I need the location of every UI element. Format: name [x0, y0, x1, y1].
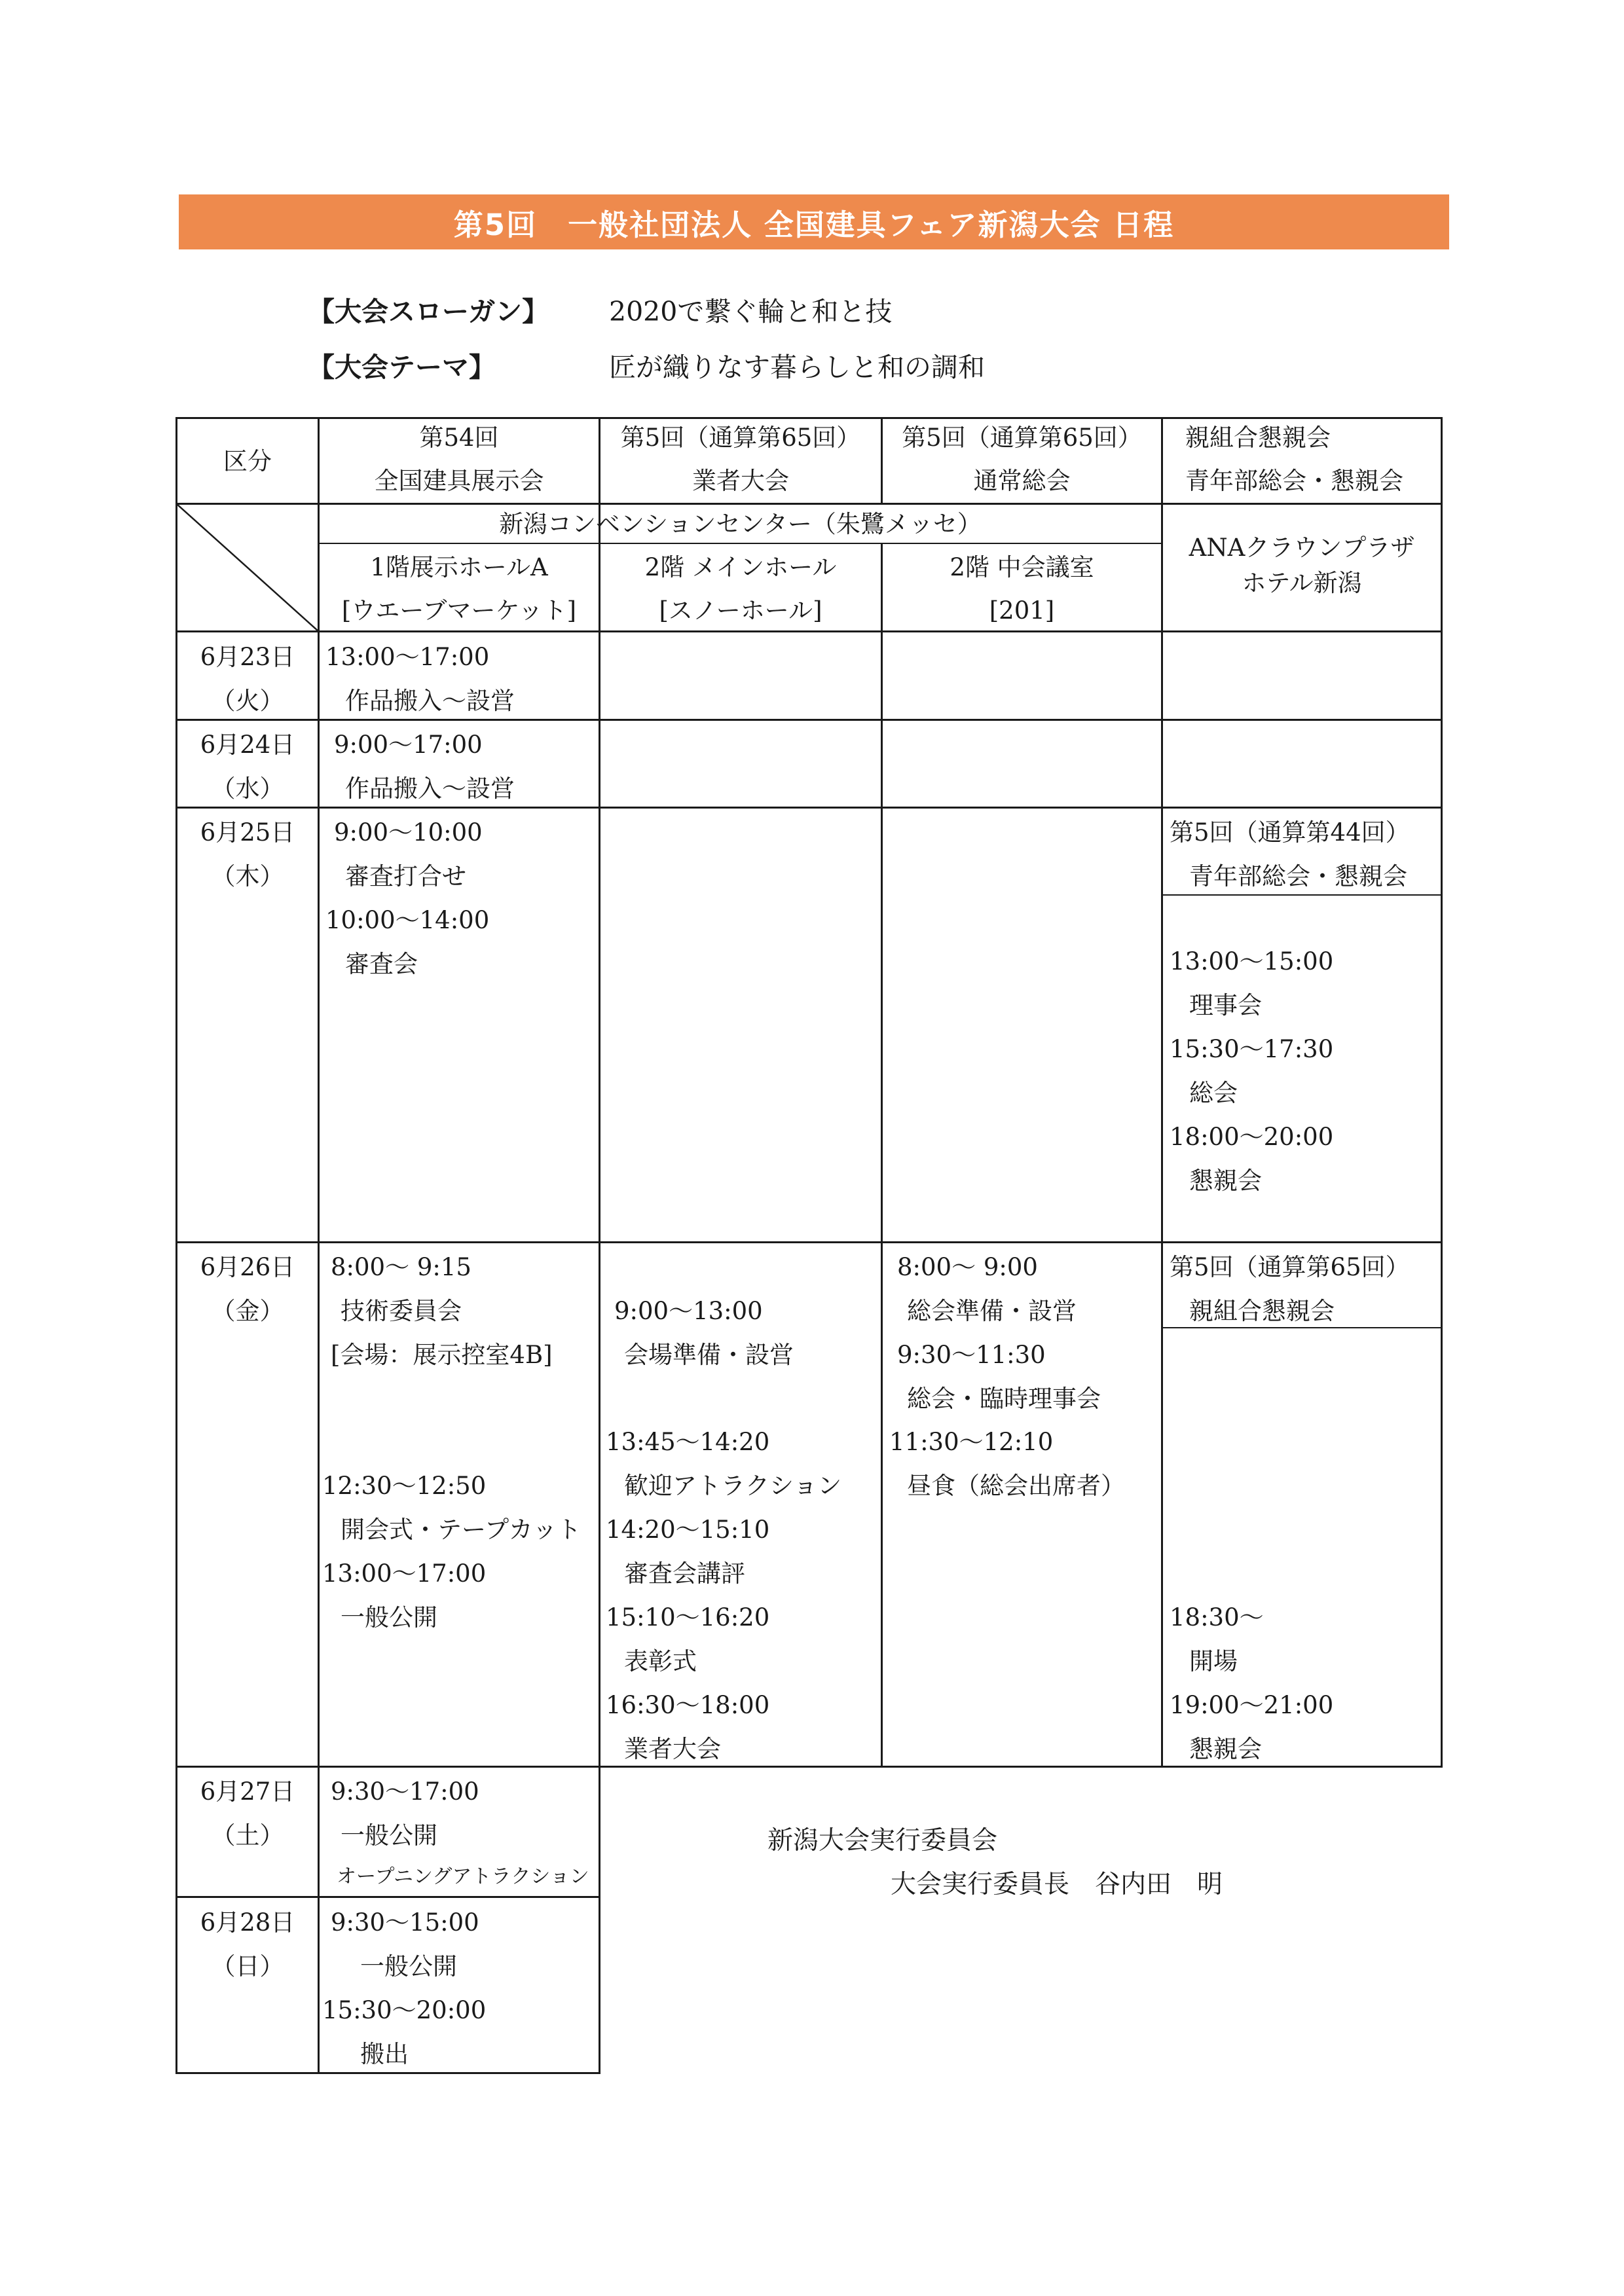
schedule-event: 懇親会	[1189, 1735, 1262, 1763]
table-border-right	[1441, 417, 1443, 1768]
schedule-time: 15:10～16:20	[606, 1603, 770, 1631]
theme-label: 【大会テーマ】	[308, 352, 496, 383]
schedule-time: 9:00～17:00	[334, 731, 483, 759]
header-col1-line1: 第54回	[419, 424, 499, 452]
schedule-time: 9:00～10:00	[334, 818, 483, 847]
day-date: 6月28日	[200, 1908, 295, 1937]
committee-chair: 大会実行委員長 谷内田 明	[891, 1870, 1223, 1899]
header-col1-line2: 全国建具展示会	[374, 467, 544, 495]
schedule-event: 技術委員会	[341, 1297, 462, 1325]
table-line	[175, 807, 1443, 809]
schedule-time: 14:20～15:10	[606, 1516, 770, 1544]
schedule-time: 13:00～17:00	[322, 1559, 487, 1588]
schedule-event: 一般公開	[341, 1821, 437, 1850]
table-line	[1163, 1327, 1443, 1328]
table-line	[320, 543, 1161, 544]
table-line	[1161, 417, 1163, 1768]
schedule-time: 16:30～18:00	[606, 1691, 770, 1719]
col4-section-subtitle: 青年部総会・懇親会	[1189, 862, 1407, 890]
schedule-time: 12:30～12:50	[322, 1472, 487, 1500]
schedule-event: 歓迎アトラクション	[624, 1472, 842, 1500]
venue-col1-line1: 1階展示ホールA	[370, 553, 548, 581]
venue-col3-line2: [201]	[989, 596, 1055, 625]
header-col4-line1: 親組合懇親会	[1185, 424, 1331, 452]
schedule-event: 昼食（総会出席者）	[907, 1472, 1125, 1500]
schedule-event: 開会式・テープカット	[341, 1516, 581, 1544]
schedule-event: 総会準備・設営	[907, 1297, 1077, 1325]
day-date: 6月25日	[200, 818, 295, 847]
header-col4-line2: 青年部総会・懇親会	[1185, 467, 1403, 495]
table-line	[881, 543, 883, 1768]
schedule-time: 18:30～	[1170, 1603, 1264, 1631]
schedule-event: 会場準備・設営	[624, 1341, 794, 1369]
schedule-event: 搬出	[360, 2040, 409, 2068]
title-banner	[179, 194, 1449, 249]
header-kubun: 区分	[223, 447, 272, 475]
day-date: 6月26日	[200, 1253, 295, 1281]
header-col2-line2: 業者大会	[692, 467, 789, 495]
table-border-bottom	[175, 2072, 600, 2074]
schedule-event: 開場	[1189, 1647, 1238, 1675]
venue-col2-line2: [スノーホール]	[659, 596, 822, 625]
schedule-time: 13:00～15:00	[1170, 947, 1334, 975]
slogan-label: 【大会スローガン】	[308, 296, 549, 327]
table-border-top	[175, 417, 1443, 419]
table-line	[1163, 894, 1443, 896]
venue-col4-line2: ホテル新潟	[1242, 569, 1362, 597]
schedule-event: 審査会	[345, 950, 418, 978]
header-col2-line1: 第5回（通算第65回）	[620, 424, 861, 452]
schedule-time: 8:00～ 9:00	[897, 1253, 1038, 1281]
day-weekday: （金）	[211, 1297, 284, 1325]
schedule-event: 業者大会	[624, 1735, 721, 1763]
day-weekday: （木）	[211, 862, 284, 890]
day-weekday: （水）	[211, 774, 284, 803]
theme-text: 匠が織りなす暮らしと和の調和	[609, 352, 985, 383]
schedule-event: 表彰式	[624, 1647, 697, 1675]
table-line	[318, 417, 320, 2074]
venue-col2-line1: 2階 メインホール	[644, 553, 837, 581]
schedule-event: 一般公開	[341, 1603, 437, 1631]
schedule-note: [会場：展示控室4B]	[331, 1341, 553, 1369]
day-weekday: （火）	[211, 687, 284, 715]
schedule-event: 作品搬入～設営	[345, 687, 515, 715]
schedule-event: 懇親会	[1189, 1167, 1262, 1195]
venue-main: 新潟コンベンションセンター（朱鷺メッセ）	[499, 510, 982, 538]
schedule-time: 15:30～17:30	[1170, 1035, 1334, 1063]
venue-col4-line1: ANAクラウンプラザ	[1189, 534, 1415, 562]
schedule-event: 審査打合せ	[345, 862, 466, 890]
schedule-event: オープニングアトラクション	[337, 1865, 589, 1888]
schedule-time: 9:00～13:00	[614, 1297, 763, 1325]
col4-section-title: 第5回（通算第44回）	[1170, 818, 1410, 847]
table-line	[175, 1766, 1443, 1768]
schedule-event: 理事会	[1189, 991, 1262, 1019]
schedule-time: 15:30～20:00	[322, 1996, 487, 2024]
slogan-text: 2020で繋ぐ輪と和と技	[609, 296, 893, 327]
schedule-time: 9:30～17:00	[331, 1777, 479, 1806]
table-line	[175, 503, 1443, 505]
table-line	[175, 1241, 1443, 1243]
col4-section-subtitle: 親組合懇親会	[1189, 1297, 1335, 1325]
schedule-event: 総会・臨時理事会	[907, 1385, 1101, 1413]
col4-section-title: 第5回（通算第65回）	[1170, 1253, 1410, 1281]
schedule-event: 一般公開	[360, 1952, 457, 1980]
table-line	[175, 630, 1443, 632]
schedule-time: 9:30～15:00	[331, 1908, 479, 1937]
schedule-time: 8:00～ 9:15	[331, 1253, 471, 1281]
diagonal-divider	[177, 504, 318, 631]
schedule-time: 13:00～17:00	[325, 643, 490, 671]
schedule-time: 18:00～20:00	[1170, 1123, 1334, 1151]
schedule-event: 作品搬入～設営	[345, 774, 515, 803]
day-date: 6月27日	[200, 1777, 295, 1806]
header-col3-line1: 第5回（通算第65回）	[902, 424, 1142, 452]
page-title: 第5回 一般社団法人 全国建具フェア新潟大会 日程	[453, 207, 1175, 242]
committee-name: 新潟大会実行委員会	[767, 1826, 998, 1855]
day-weekday: （土）	[211, 1821, 284, 1850]
schedule-time: 9:30～11:30	[897, 1341, 1046, 1369]
schedule-time: 19:00～21:00	[1170, 1691, 1334, 1719]
venue-col3-line1: 2階 中会議室	[950, 553, 1094, 581]
table-line	[599, 417, 600, 2074]
table-line	[175, 1896, 600, 1898]
venue-col1-line2: [ウエーブマーケット]	[341, 596, 577, 625]
schedule-time: 13:45～14:20	[606, 1428, 770, 1456]
table-line	[175, 719, 1443, 721]
header-col3-line2: 通常総会	[973, 467, 1071, 495]
day-date: 6月23日	[200, 643, 295, 671]
schedule-time: 11:30～12:10	[889, 1428, 1054, 1456]
schedule-event: 総会	[1189, 1079, 1238, 1107]
day-weekday: （日）	[211, 1952, 284, 1980]
schedule-event: 審査会講評	[624, 1559, 745, 1588]
day-date: 6月24日	[200, 731, 295, 759]
schedule-time: 10:00～14:00	[325, 906, 490, 934]
